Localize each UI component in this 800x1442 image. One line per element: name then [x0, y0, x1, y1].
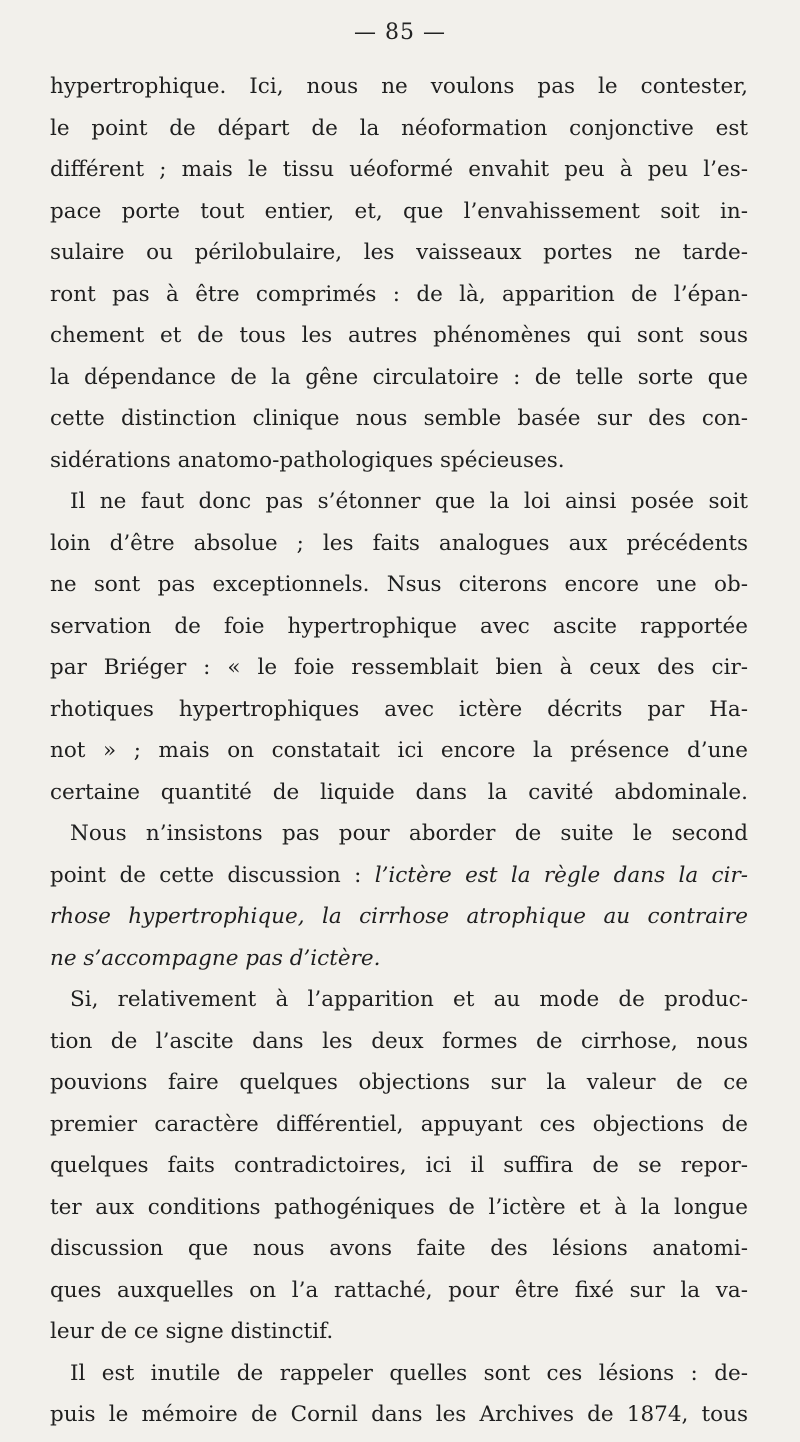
- italic-text-line: rhose hypertrophique, la cirrhose atrophique au contraire: [50, 904, 748, 929]
- text-segment: point de cette discussion :: [50, 862, 362, 888]
- text-line: chement et de tous les autres phénomènes qui sont sous: [50, 323, 748, 348]
- text-line-with-italic: [50, 855, 748, 897]
- text-line: loin d’être absolue ; les faits analogues aux précédents: [50, 530, 748, 556]
- italic-text-segment: l’ictère est la règle dans la cir-: [374, 862, 748, 888]
- text-line: Nous n’insistons pas pour aborder de suite le second: [70, 821, 748, 846]
- body-text: [50, 66, 748, 1436]
- text-line: hypertrophique. Ici, nous ne voulons pas le contester,: [50, 74, 748, 99]
- text-line: tion de l’ascite dans les deux formes de cirrhose, nous: [50, 1028, 748, 1054]
- text-line: sulaire ou périlobulaire, les vaisseaux portes ne tarde-: [50, 240, 748, 265]
- text-line: Il est inutile de rappeler quelles sont ces lésions : de-: [70, 1360, 748, 1386]
- text-line: rhotiques hypertrophiques avec ictère décrits par Ha-: [50, 696, 748, 722]
- text-line: puis le mémoire de Cornil dans les Archives de 1874, tous: [50, 1402, 748, 1427]
- text-line: certaine quantité de liquide dans la cavité abdominale.: [50, 779, 748, 805]
- text-line: premier caractère différentiel, appuyant ces objections de: [50, 1111, 748, 1137]
- text-line: servation de foie hypertrophique avec ascite rapportée: [50, 613, 748, 639]
- text-line: Il ne faut donc pas s’étonner que la loi ainsi posée soit: [70, 489, 748, 514]
- text-line: not » ; mais on constatait ici encore la présence d’une: [50, 738, 748, 763]
- text-line: pace porte tout entier, et, que l’envahissement soit in-: [50, 198, 748, 224]
- italic-text-line: ne s’accompagne pas d’ictère.: [50, 945, 381, 971]
- text-line: cette distinction clinique nous semble basée sur des con-: [50, 406, 748, 431]
- text-line: discussion que nous avons faite des lésions anatomi-: [50, 1236, 748, 1261]
- text-line: ront pas à être comprimés : de là, apparition de l’épan-: [50, 281, 748, 307]
- text-line: le point de départ de la néoformation conjonctive est: [50, 115, 748, 141]
- text-line: leur de ce signe distinctif.: [50, 1319, 334, 1344]
- text-line: différent ; mais le tissu uéoformé envahit peu à peu l’es-: [50, 157, 748, 182]
- text-line: ques auxquelles on l’a rattaché, pour être fixé sur la va-: [50, 1277, 748, 1303]
- text-line: par Briéger : « le foie ressemblait bien à ceux des cir-: [50, 655, 748, 680]
- text-line: sidérations anatomo-pathologiques spécieuses.: [50, 447, 565, 473]
- text-line: Si, relativement à l’apparition et au mode de produc-: [70, 987, 748, 1012]
- text-line: ter aux conditions pathogéniques de l’ictère et à la longue: [50, 1194, 748, 1220]
- text-line: la dépendance de la gêne circulatoire : de telle sorte que: [50, 364, 748, 390]
- text-line: pouvions faire quelques objections sur la valeur de ce: [50, 1070, 748, 1095]
- page-number: — 85 —: [354, 20, 446, 45]
- text-line: quelques faits contradictoires, ici il suffira de se repor-: [50, 1153, 748, 1178]
- text-line: ne sont pas exceptionnels. Nsus citerons encore une ob-: [50, 572, 748, 597]
